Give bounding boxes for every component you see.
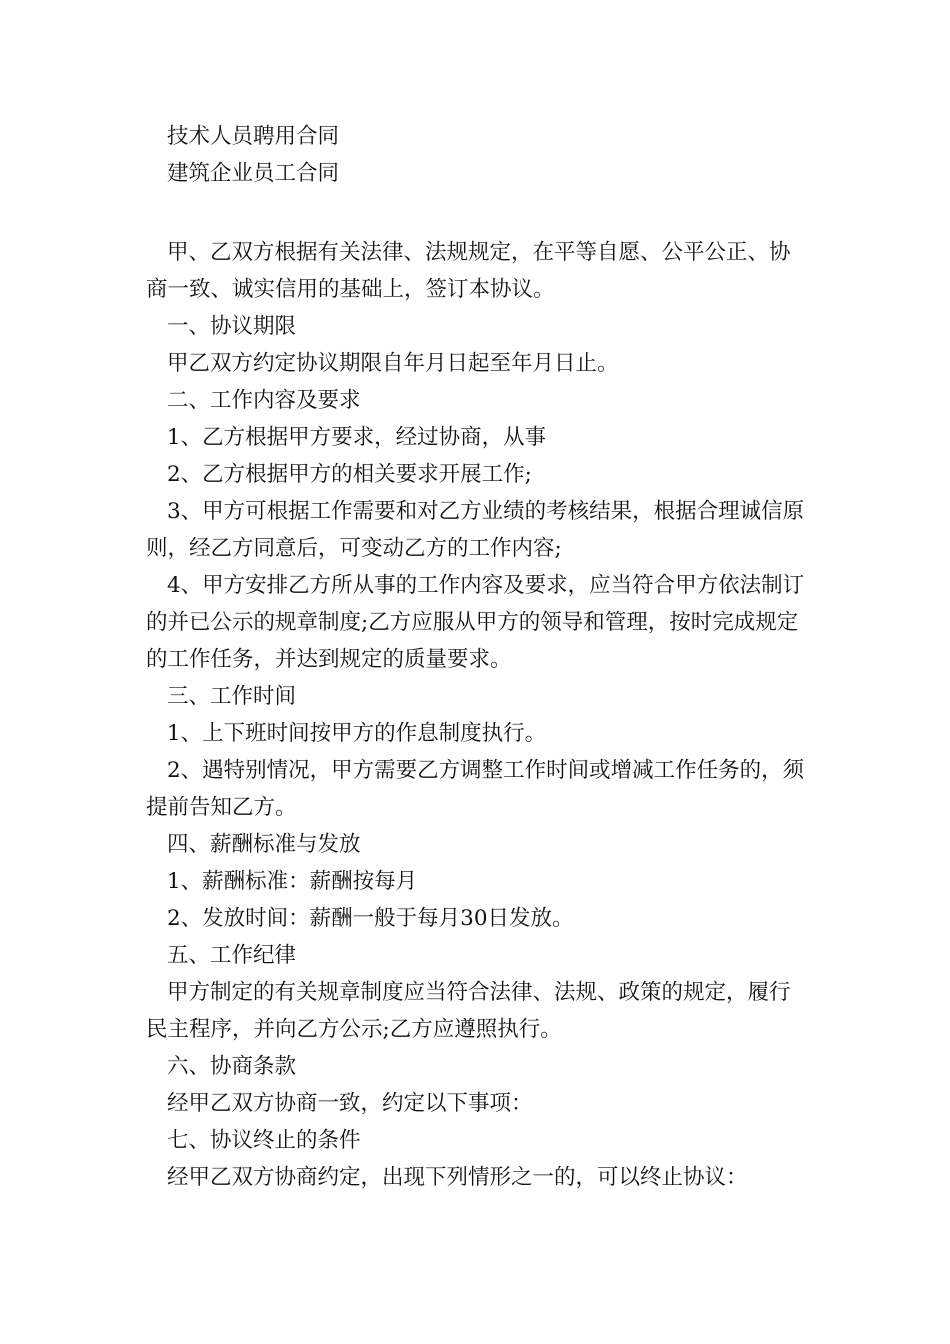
clause-2-4: 4、甲方安排乙方所从事的工作内容及要求，应当符合甲方依法制订的并已公示的规章制度;乙方应服从甲方的领导和管理，按时完成规定的工作任务，并达到规定的质量要求。 [146, 573, 805, 672]
paragraph-discipline: 甲方制定的有关规章制度应当符合法律、法规、政策的规定，履行民主程序，并向乙方公示;乙方应遵照执行。 [146, 980, 791, 1042]
clause-4-2: 2、发放时间：薪酬一般于每月30日发放。 [167, 906, 574, 931]
section-heading-7: 七、协议终止的条件 [167, 1128, 361, 1153]
paragraph-negotiation: 经甲乙双方协商一致，约定以下事项： [167, 1091, 533, 1116]
clause-2-1: 1、乙方根据甲方要求，经过协商，从事 [167, 425, 547, 450]
title-technical-staff-contract: 技术人员聘用合同 [167, 124, 340, 149]
clause-2-3: 3、甲方可根据工作需要和对乙方业绩的考核结果，根据合理诚信原则，经乙方同意后，可变动乙方的工作内容; [146, 499, 805, 561]
section-heading-6: 六、协商条款 [167, 1054, 297, 1079]
paragraph-term: 甲乙双方约定协议期限自年月日起至年月日止。 [167, 351, 619, 376]
section-heading-4: 四、薪酬标准与发放 [167, 832, 361, 857]
paragraph-intro: 甲、乙双方根据有关法律、法规规定，在平等自愿、公平公正、协商一致、诚实信用的基础上，签订本协议。 [146, 240, 791, 302]
clause-2-2: 2、乙方根据甲方的相关要求开展工作; [167, 462, 532, 487]
section-heading-5: 五、工作纪律 [167, 943, 297, 968]
section-heading-3: 三、工作时间 [167, 684, 297, 709]
section-heading-1: 一、协议期限 [167, 314, 297, 339]
blank-spacer [146, 192, 810, 234]
clause-3-1: 1、上下班时间按甲方的作息制度执行。 [167, 721, 547, 746]
clause-3-2: 2、遇特别情况，甲方需要乙方调整工作时间或增减工作任务的，须提前告知乙方。 [146, 758, 805, 820]
section-heading-2: 二、工作内容及要求 [167, 388, 361, 413]
clause-4-1: 1、薪酬标准：薪酬按每月 [167, 869, 418, 894]
title-construction-employee-contract: 建筑企业员工合同 [167, 161, 340, 186]
paragraph-termination: 经甲乙双方协商约定，出现下列情形之一的，可以终止协议： [167, 1165, 748, 1190]
document-body [146, 118, 810, 1196]
